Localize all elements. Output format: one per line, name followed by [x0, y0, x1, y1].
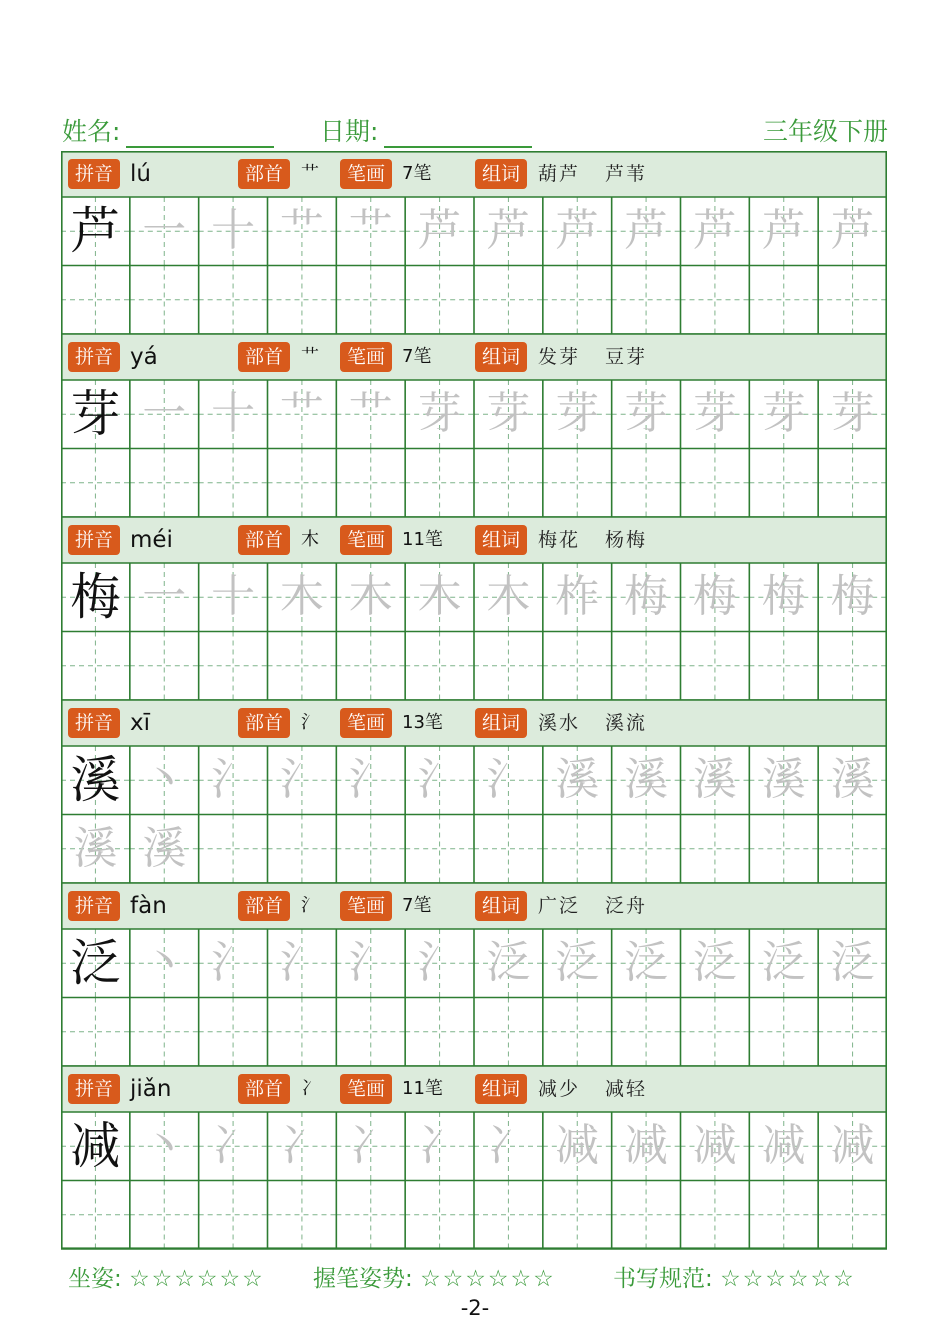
trace-character[interactable]: 芦	[830, 205, 875, 256]
trace-character[interactable]: 冫	[279, 1120, 324, 1171]
model-character: 梅	[70, 568, 121, 626]
grip-rating[interactable]	[313, 1260, 556, 1293]
trace-character[interactable]: 芽	[624, 388, 669, 439]
trace-character[interactable]: 氵	[211, 937, 256, 988]
trace-character[interactable]: 丶	[142, 754, 187, 805]
trace-character[interactable]: 梅	[692, 571, 737, 622]
strokes-value: 13笔	[402, 712, 443, 733]
trace-character[interactable]: 梅	[624, 571, 669, 622]
trace-character[interactable]: 减	[830, 1120, 875, 1171]
trace-character[interactable]: 减	[624, 1120, 669, 1171]
words-tag: 组词	[475, 1074, 527, 1104]
strokes-tag: 笔画	[340, 708, 392, 738]
writing-label: 书写规范:	[613, 1266, 713, 1292]
trace-character[interactable]: 氵	[348, 937, 393, 988]
radical-tag: 部首	[238, 708, 290, 738]
trace-character[interactable]: 艹	[279, 388, 324, 439]
trace-character[interactable]: 芦	[555, 205, 600, 256]
trace-character[interactable]: 溪	[761, 754, 806, 805]
entry-header-band	[61, 151, 887, 197]
strokes-tag: 笔画	[340, 1074, 392, 1104]
pinyin-value: méi	[130, 527, 173, 553]
trace-character[interactable]: 冫	[486, 1120, 531, 1171]
pinyin-value: yá	[130, 344, 158, 370]
words-tag: 组词	[475, 525, 527, 555]
trace-character[interactable]: 木	[348, 571, 393, 622]
sitting-stars[interactable]: ☆☆☆☆☆☆	[129, 1266, 265, 1292]
trace-character[interactable]: 柞	[555, 571, 600, 622]
date-field[interactable]	[320, 112, 532, 148]
entry-header-band	[61, 700, 887, 746]
trace-character[interactable]: 艹	[279, 205, 324, 256]
page-number: -2-	[460, 1296, 490, 1320]
trace-character[interactable]: 木	[417, 571, 462, 622]
name-field[interactable]	[62, 112, 274, 148]
model-character: 减	[70, 1117, 121, 1175]
strokes-value: 7笔	[402, 346, 432, 367]
word-2: 豆芽	[605, 346, 648, 368]
word-1: 发芽	[538, 346, 581, 368]
trace-character[interactable]: 芽	[761, 388, 806, 439]
trace-character[interactable]: 艹	[348, 388, 393, 439]
trace-character[interactable]: 溪	[830, 754, 875, 805]
trace-character[interactable]: 溪	[555, 754, 600, 805]
words-tag: 组词	[475, 891, 527, 921]
strokes-value: 7笔	[402, 163, 432, 184]
trace-character[interactable]: 泛	[830, 937, 875, 988]
model-character: 溪	[70, 751, 121, 809]
trace-character[interactable]: 泛	[555, 937, 600, 988]
word-2: 减轻	[605, 1078, 648, 1100]
radical-value: 艹	[301, 346, 319, 367]
pinyin-tag: 拼音	[68, 891, 120, 921]
trace-character[interactable]: 芦	[486, 205, 531, 256]
pinyin-tag: 拼音	[68, 1074, 120, 1104]
practice-sheet	[61, 151, 887, 1254]
radical-value: 木	[301, 529, 319, 550]
writing-rating[interactable]	[613, 1260, 856, 1293]
name-blank[interactable]	[126, 122, 274, 148]
pinyin-tag: 拼音	[68, 708, 120, 738]
strokes-tag: 笔画	[340, 891, 392, 921]
trace-character[interactable]: 减	[692, 1120, 737, 1171]
pinyin-tag: 拼音	[68, 159, 120, 189]
trace-character[interactable]: 减	[761, 1120, 806, 1171]
radical-value: 艹	[301, 163, 319, 184]
word-1: 梅花	[538, 529, 581, 551]
model-character: 泛	[70, 934, 121, 992]
trace-character[interactable]: 氵	[279, 937, 324, 988]
trace-character[interactable]: 冫	[211, 1120, 256, 1171]
word-2: 溪流	[605, 712, 648, 734]
word-2: 芦苇	[605, 163, 648, 185]
entry-header-band	[61, 1066, 887, 1112]
radical-value: 氵	[301, 712, 319, 733]
practice-grid	[61, 151, 887, 1254]
trace-character[interactable]: 木	[279, 571, 324, 622]
trace-character[interactable]: 梅	[761, 571, 806, 622]
trace-character[interactable]: 丶	[142, 1120, 187, 1171]
trace-character[interactable]: 十	[211, 571, 256, 622]
sitting-rating[interactable]	[68, 1260, 265, 1293]
trace-character[interactable]: 减	[555, 1120, 600, 1171]
trace-character[interactable]: 冫	[348, 1120, 393, 1171]
entry-header-band	[61, 517, 887, 563]
pinyin-value: fàn	[130, 893, 167, 919]
trace-character[interactable]: 丶	[142, 937, 187, 988]
trace-character[interactable]: 溪	[624, 754, 669, 805]
entry-header-band	[61, 883, 887, 929]
word-1: 溪水	[538, 712, 581, 734]
radical-value: 氵	[301, 895, 319, 916]
pinyin-tag: 拼音	[68, 342, 120, 372]
word-1: 葫芦	[538, 163, 581, 185]
grade-label: 三年级下册	[762, 117, 888, 146]
trace-character[interactable]: 芽	[692, 388, 737, 439]
trace-character[interactable]: 泛	[486, 937, 531, 988]
radical-value: 冫	[301, 1078, 319, 1099]
trace-character[interactable]: 梅	[830, 571, 875, 622]
trace-character[interactable]: 氵	[417, 754, 462, 805]
trace-character[interactable]: 氵	[417, 937, 462, 988]
trace-character[interactable]: 氵	[486, 754, 531, 805]
strokes-tag: 笔画	[340, 159, 392, 189]
words-tag: 组词	[475, 708, 527, 738]
word-1: 广泛	[538, 895, 581, 917]
trace-character[interactable]: 一	[142, 205, 187, 256]
trace-character[interactable]: 芽	[830, 388, 875, 439]
strokes-value: 7笔	[402, 895, 432, 916]
self-evaluation	[68, 1260, 888, 1294]
date-blank[interactable]	[384, 122, 532, 148]
radical-tag: 部首	[238, 342, 290, 372]
trace-character[interactable]: 艹	[348, 205, 393, 256]
grip-stars[interactable]: ☆☆☆☆☆☆	[420, 1266, 556, 1292]
word-2: 泛舟	[605, 895, 648, 917]
trace-character[interactable]: 溪	[692, 754, 737, 805]
name-label: 姓名:	[62, 117, 121, 146]
sitting-label: 坐姿:	[68, 1266, 122, 1292]
trace-character[interactable]: 木	[486, 571, 531, 622]
pinyin-value: jiǎn	[130, 1076, 172, 1102]
trace-character[interactable]: 氵	[348, 754, 393, 805]
trace-character[interactable]: 芽	[417, 388, 462, 439]
trace-character[interactable]: 芽	[486, 388, 531, 439]
trace-character[interactable]: 芦	[417, 205, 462, 256]
trace-character[interactable]: 氵	[279, 754, 324, 805]
grip-label: 握笔姿势:	[313, 1266, 413, 1292]
trace-character[interactable]: 芦	[692, 205, 737, 256]
pinyin-value: xī	[130, 710, 151, 736]
strokes-tag: 笔画	[340, 525, 392, 555]
trace-character[interactable]: 一	[142, 571, 187, 622]
trace-character[interactable]: 泛	[624, 937, 669, 988]
trace-character[interactable]: 一	[142, 388, 187, 439]
trace-character[interactable]: 溪	[142, 822, 187, 874]
radical-tag: 部首	[238, 1074, 290, 1104]
page-header	[62, 112, 888, 148]
trace-character[interactable]: 氵	[211, 754, 256, 805]
strokes-value: 11笔	[402, 529, 443, 550]
words-tag: 组词	[475, 159, 527, 189]
word-2: 杨梅	[605, 529, 648, 551]
trace-character[interactable]: 溪	[73, 822, 118, 874]
trace-character[interactable]: 十	[211, 388, 256, 439]
strokes-tag: 笔画	[340, 342, 392, 372]
model-character: 芦	[70, 202, 121, 260]
trace-character[interactable]: 泛	[692, 937, 737, 988]
trace-character[interactable]: 芦	[761, 205, 806, 256]
trace-character[interactable]: 芦	[624, 205, 669, 256]
trace-character[interactable]: 冫	[417, 1120, 462, 1171]
words-tag: 组词	[475, 342, 527, 372]
pinyin-value: lú	[130, 161, 151, 187]
pinyin-tag: 拼音	[68, 525, 120, 555]
entry-header-band	[61, 334, 887, 380]
trace-character[interactable]: 芽	[555, 388, 600, 439]
date-label: 日期:	[320, 117, 379, 146]
radical-tag: 部首	[238, 891, 290, 921]
trace-character[interactable]: 十	[211, 205, 256, 256]
writing-stars[interactable]: ☆☆☆☆☆☆	[720, 1266, 856, 1292]
strokes-value: 11笔	[402, 1078, 443, 1099]
radical-tag: 部首	[238, 159, 290, 189]
model-character: 芽	[70, 385, 121, 443]
radical-tag: 部首	[238, 525, 290, 555]
trace-character[interactable]: 泛	[761, 937, 806, 988]
word-1: 减少	[538, 1078, 581, 1100]
